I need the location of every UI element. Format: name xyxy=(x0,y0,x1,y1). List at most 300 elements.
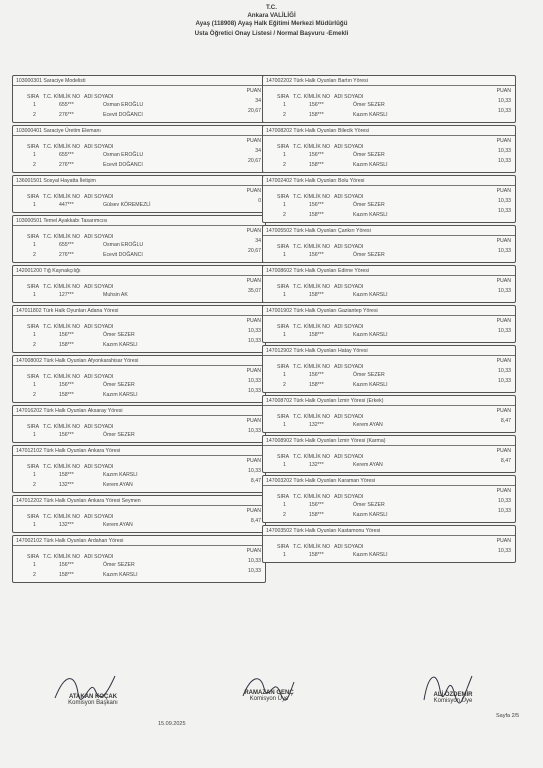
puan-header: PUAN xyxy=(246,418,261,424)
course-box xyxy=(12,125,266,173)
row-tc-no: 158*** xyxy=(309,382,324,388)
sira-header: SIRA xyxy=(277,324,290,330)
puan-header: PUAN xyxy=(496,318,511,324)
row-sira: 1 xyxy=(33,472,36,478)
row-tc-no: 156*** xyxy=(59,332,74,338)
row-puan: 10,33 xyxy=(498,98,511,104)
name-header: ADI SOYADI xyxy=(84,194,114,200)
row-sira: 1 xyxy=(283,332,286,338)
row-tc-no: 156*** xyxy=(309,152,324,158)
tc-header: T.C. KİMLİK NO xyxy=(43,324,81,330)
column-headers xyxy=(277,494,363,500)
sira-header: SIRA xyxy=(277,494,290,500)
name-header: ADI SOYADI xyxy=(84,464,114,470)
sira-header: SIRA xyxy=(277,364,290,370)
row-puan: 10,33 xyxy=(498,198,511,204)
row-name: Kerem AYAN xyxy=(353,422,383,428)
course-title: 103000301 Saraciye Modelisti xyxy=(13,76,265,86)
name-header: ADI SOYADI xyxy=(84,424,114,430)
row-puan: 20,67 xyxy=(248,158,261,164)
course-box xyxy=(262,265,516,303)
row-name: Gülsev KÖREMEZLİ xyxy=(103,202,151,208)
row-puan: 10,33 xyxy=(248,328,261,334)
puan-header: PUAN xyxy=(246,278,261,284)
signer-role: Komisyon Başkanı xyxy=(68,700,118,706)
row-name: Kazım KARSLI xyxy=(103,392,138,398)
course-title: 147012102 Türk Halk Oyunları Ankara Yöresi xyxy=(13,446,265,456)
row-tc-no: 158*** xyxy=(309,332,324,338)
sira-header: SIRA xyxy=(277,414,290,420)
name-header: ADI SOYADI xyxy=(334,494,364,500)
row-tc-no: 156*** xyxy=(59,562,74,568)
row-sira: 1 xyxy=(283,252,286,258)
row-name: Kerem AYAN xyxy=(103,482,133,488)
course-title: 136001501 Sosyal Hayatta İletişim xyxy=(13,176,265,186)
row-name: Kazım KARSLI xyxy=(353,512,388,518)
row-sira: 1 xyxy=(33,432,36,438)
puan-header: PUAN xyxy=(246,88,261,94)
left-column xyxy=(12,75,266,585)
row-sira: 1 xyxy=(283,152,286,158)
course-box xyxy=(12,405,266,443)
signature-block-member-1 xyxy=(224,690,314,702)
row-name: Ömer SEZER xyxy=(353,372,385,378)
puan-header: PUAN xyxy=(246,458,261,464)
row-tc-no: 156*** xyxy=(59,382,74,388)
name-header: ADI SOYADI xyxy=(334,454,364,460)
course-title: 147008902 Türk Halk Oyunları İzmir Yöresi (Karma) xyxy=(263,436,515,446)
row-puan: 10,33 xyxy=(248,428,261,434)
tc-header: T.C. KİMLİK NO xyxy=(293,144,331,150)
puan-header: PUAN xyxy=(496,188,511,194)
column-headers xyxy=(27,514,113,520)
row-name: Ömer SEZER xyxy=(353,202,385,208)
row-tc-no: 127*** xyxy=(59,292,74,298)
row-sira: 1 xyxy=(283,552,286,558)
course-title: 147008602 Türk Halk Oyunları Edirne Yöresi xyxy=(263,266,515,276)
sira-header: SIRA xyxy=(277,94,290,100)
column-headers xyxy=(27,284,113,290)
row-name: Kazım KARSLI xyxy=(353,382,388,388)
tc-header: T.C. KİMLİK NO xyxy=(43,234,81,240)
puan-header: PUAN xyxy=(246,138,261,144)
sira-header: SIRA xyxy=(27,194,40,200)
row-puan: 20,67 xyxy=(248,248,261,254)
column-headers xyxy=(27,424,113,430)
row-puan: 10,33 xyxy=(498,508,511,514)
course-box xyxy=(12,175,266,213)
tc-header: T.C. KİMLİK NO xyxy=(43,464,81,470)
row-puan: 34 xyxy=(255,98,261,104)
puan-header: PUAN xyxy=(246,548,261,554)
row-tc-no: 156*** xyxy=(309,372,324,378)
column-headers xyxy=(277,324,363,330)
tc-header: T.C. KİMLİK NO xyxy=(293,454,331,460)
puan-header: PUAN xyxy=(246,508,261,514)
row-puan: 10,33 xyxy=(498,288,511,294)
row-puan: 10,33 xyxy=(498,158,511,164)
row-tc-no: 276*** xyxy=(59,162,74,168)
name-header: ADI SOYADI xyxy=(334,414,364,420)
tc-header: T.C. KİMLİK NO xyxy=(293,544,331,550)
row-sira: 2 xyxy=(283,212,286,218)
row-puan: 10,33 xyxy=(498,548,511,554)
puan-header: PUAN xyxy=(496,358,511,364)
row-puan: 8,47 xyxy=(500,458,511,464)
sira-header: SIRA xyxy=(277,194,290,200)
row-puan: 10,33 xyxy=(498,378,511,384)
header-line-4: Usta Öğretici Onay Listesi / Normal Başvuru -Emekli xyxy=(194,30,349,37)
name-header: ADI SOYADI xyxy=(84,144,114,150)
course-box xyxy=(12,495,266,533)
row-tc-no: 158*** xyxy=(59,342,74,348)
column-headers xyxy=(27,374,113,380)
row-puan: 10,33 xyxy=(248,558,261,564)
row-name: Ecevit DOĞANCI xyxy=(103,162,143,168)
course-title: 103000401 Saraciye Üretim Elemanı xyxy=(13,126,265,136)
row-tc-no: 447*** xyxy=(59,202,74,208)
row-sira: 1 xyxy=(33,332,36,338)
row-name: Kazım KARSLI xyxy=(353,552,388,558)
row-sira: 1 xyxy=(283,422,286,428)
row-name: Kerem AYAN xyxy=(353,462,383,468)
row-sira: 1 xyxy=(33,102,36,108)
row-name: Ömer SEZER xyxy=(353,502,385,508)
row-puan: 8,47 xyxy=(500,418,511,424)
course-box xyxy=(12,215,266,263)
puan-header: PUAN xyxy=(246,318,261,324)
puan-header: PUAN xyxy=(496,488,511,494)
right-column xyxy=(262,75,516,565)
sira-header: SIRA xyxy=(27,464,40,470)
row-puan: 34 xyxy=(255,148,261,154)
course-box xyxy=(12,535,266,583)
course-title: 103000501 Temel Ayakkabı Tasarımcısı xyxy=(13,216,265,226)
row-puan: 10,33 xyxy=(498,208,511,214)
course-title: 147002202 Türk Halk Oyunları Bartın Yöresi xyxy=(263,76,515,86)
puan-header: PUAN xyxy=(246,368,261,374)
row-sira: 2 xyxy=(33,252,36,258)
row-sira: 1 xyxy=(283,372,286,378)
row-tc-no: 655*** xyxy=(59,152,74,158)
course-title: 147001902 Türk Halk Oyunları Gaziantep Yöresi xyxy=(263,306,515,316)
tc-header: T.C. KİMLİK NO xyxy=(43,514,81,520)
column-headers xyxy=(277,194,363,200)
course-box xyxy=(12,305,266,353)
signer-role: Komisyon Üye xyxy=(249,696,289,702)
course-title: 147008702 Türk Halk Oyunları İzmir Yöresi (Erkek) xyxy=(263,396,515,406)
tc-header: T.C. KİMLİK NO xyxy=(43,424,81,430)
sira-header: SIRA xyxy=(277,454,290,460)
column-headers xyxy=(277,454,363,460)
row-sira: 1 xyxy=(33,242,36,248)
name-header: ADI SOYADI xyxy=(334,244,364,250)
column-headers xyxy=(277,94,363,100)
course-title: 147012202 Türk Halk Oyunları Ankara Yöresi Seymen xyxy=(13,496,265,506)
signer-name: ATAKAN KOÇAK xyxy=(68,694,118,700)
row-sira: 1 xyxy=(283,202,286,208)
row-name: Osman EROĞLU xyxy=(103,102,144,108)
row-puan: 10,33 xyxy=(498,498,511,504)
puan-header: PUAN xyxy=(246,188,261,194)
row-sira: 1 xyxy=(283,502,286,508)
signer-name: ALİ ÖZDEMİR xyxy=(433,692,473,698)
row-tc-no: 158*** xyxy=(309,112,324,118)
name-header: ADI SOYADI xyxy=(84,94,114,100)
row-sira: 1 xyxy=(33,202,36,208)
row-tc-no: 132*** xyxy=(309,462,324,468)
name-header: ADI SOYADI xyxy=(84,324,114,330)
footer-date: 15.09.2025 xyxy=(158,721,186,727)
row-name: Ecevit DOĞANCI xyxy=(103,252,143,258)
sira-header: SIRA xyxy=(27,374,40,380)
row-name: Kazım KARSLI xyxy=(353,212,388,218)
name-header: ADI SOYADI xyxy=(84,554,114,560)
header-line-3: Ayaş (118908) Ayaş Halk Eğitimi Merkezi Müdürlüğü xyxy=(195,20,348,27)
tc-header: T.C. KİMLİK NO xyxy=(43,94,81,100)
row-name: Osman EROĞLU xyxy=(103,242,144,248)
row-puan: 10,33 xyxy=(248,568,261,574)
row-tc-no: 158*** xyxy=(309,162,324,168)
sira-header: SIRA xyxy=(27,554,40,560)
row-name: Kazım KARSLI xyxy=(353,162,388,168)
sira-header: SIRA xyxy=(277,144,290,150)
row-name: Ömer SEZER xyxy=(103,382,135,388)
column-headers xyxy=(277,284,363,290)
row-puan: 10,33 xyxy=(248,468,261,474)
tc-header: T.C. KİMLİK NO xyxy=(43,554,81,560)
sira-header: SIRA xyxy=(27,94,40,100)
column-headers xyxy=(27,554,113,560)
tc-header: T.C. KİMLİK NO xyxy=(43,284,81,290)
course-box xyxy=(262,475,516,523)
signature-block-chair xyxy=(48,694,138,706)
puan-header: PUAN xyxy=(496,138,511,144)
row-puan: 0 xyxy=(258,198,261,204)
row-sira: 1 xyxy=(283,102,286,108)
row-sira: 1 xyxy=(33,562,36,568)
row-puan: 10,33 xyxy=(498,368,511,374)
tc-header: T.C. KİMLİK NO xyxy=(293,364,331,370)
row-tc-no: 158*** xyxy=(309,552,324,558)
tc-header: T.C. KİMLİK NO xyxy=(293,324,331,330)
course-box xyxy=(262,225,516,263)
row-name: Ömer SEZER xyxy=(353,252,385,258)
row-puan: 10,33 xyxy=(498,248,511,254)
signer-role: Komisyon Üye xyxy=(433,698,473,704)
row-name: Ömer SEZER xyxy=(103,432,135,438)
sira-header: SIRA xyxy=(27,234,40,240)
row-sira: 2 xyxy=(283,382,286,388)
row-sira: 2 xyxy=(33,112,36,118)
name-header: ADI SOYADI xyxy=(84,514,114,520)
name-header: ADI SOYADI xyxy=(334,194,364,200)
row-puan: 20,67 xyxy=(248,108,261,114)
name-header: ADI SOYADI xyxy=(334,324,364,330)
row-puan: 8,47 xyxy=(250,518,261,524)
row-sira: 2 xyxy=(283,512,286,518)
row-name: Ömer SEZER xyxy=(103,332,135,338)
row-tc-no: 156*** xyxy=(59,432,74,438)
sira-header: SIRA xyxy=(277,244,290,250)
course-title: 147008202 Türk Halk Oyunları Bilecik Yöresi xyxy=(263,126,515,136)
column-headers xyxy=(27,234,113,240)
tc-header: T.C. KİMLİK NO xyxy=(293,414,331,420)
course-title: 147012902 Türk Halk Oyunları Hatay Yöresi xyxy=(263,346,515,356)
course-box xyxy=(262,395,516,433)
column-headers xyxy=(277,244,363,250)
sira-header: SIRA xyxy=(27,144,40,150)
column-headers xyxy=(277,364,363,370)
puan-header: PUAN xyxy=(496,408,511,414)
sira-header: SIRA xyxy=(277,544,290,550)
course-box xyxy=(262,75,516,123)
row-sira: 1 xyxy=(33,522,36,528)
tc-header: T.C. KİMLİK NO xyxy=(293,94,331,100)
row-tc-no: 132*** xyxy=(59,482,74,488)
column-headers xyxy=(277,414,363,420)
row-name: Kazım KARSLI xyxy=(103,572,138,578)
course-box xyxy=(262,345,516,393)
row-tc-no: 158*** xyxy=(59,472,74,478)
row-tc-no: 158*** xyxy=(309,512,324,518)
course-title: 147011802 Türk Halk Oyunları Adana Yöresi xyxy=(13,306,265,316)
name-header: ADI SOYADI xyxy=(84,284,114,290)
puan-header: PUAN xyxy=(496,448,511,454)
row-puan: 10,33 xyxy=(498,328,511,334)
name-header: ADI SOYADI xyxy=(334,364,364,370)
row-name: Kazım KARSLI xyxy=(353,292,388,298)
row-name: Kazım KARSLI xyxy=(353,332,388,338)
puan-header: PUAN xyxy=(496,88,511,94)
row-tc-no: 132*** xyxy=(309,422,324,428)
column-headers xyxy=(27,324,113,330)
row-tc-no: 156*** xyxy=(309,102,324,108)
row-name: Ömer SEZER xyxy=(353,102,385,108)
row-name: Kazım KARSLI xyxy=(353,112,388,118)
row-name: Kazım KARSLI xyxy=(103,472,138,478)
column-headers xyxy=(277,544,363,550)
row-tc-no: 158*** xyxy=(309,292,324,298)
footer-page-number: Sayfa 2/5 xyxy=(496,713,520,719)
course-box xyxy=(12,445,266,493)
row-puan: 10,33 xyxy=(248,388,261,394)
row-tc-no: 156*** xyxy=(309,502,324,508)
column-headers xyxy=(27,94,113,100)
course-box xyxy=(262,435,516,473)
puan-header: PUAN xyxy=(496,278,511,284)
row-sira: 1 xyxy=(33,152,36,158)
course-box xyxy=(12,265,266,303)
row-name: Ecevit DOĞANCI xyxy=(103,112,143,118)
row-name: Kerem AYAN xyxy=(103,522,133,528)
tc-header: T.C. KİMLİK NO xyxy=(293,194,331,200)
row-tc-no: 158*** xyxy=(309,212,324,218)
row-sira: 2 xyxy=(33,392,36,398)
course-box xyxy=(262,305,516,343)
row-tc-no: 276*** xyxy=(59,252,74,258)
tc-header: T.C. KİMLİK NO xyxy=(293,494,331,500)
course-title: 147003502 Türk Halk Oyunları Kastamonu Yöresi xyxy=(263,526,515,536)
tc-header: T.C. KİMLİK NO xyxy=(43,194,81,200)
row-sira: 2 xyxy=(33,162,36,168)
column-headers xyxy=(27,464,113,470)
course-title: 147005502 Türk Halk Oyunları Çankırı Yöresi xyxy=(263,226,515,236)
row-tc-no: 156*** xyxy=(309,252,324,258)
signer-name: RAMAZAN GENÇ xyxy=(244,690,294,696)
header-line-2: Ankara VALİLİĞİ xyxy=(247,12,296,19)
row-sira: 1 xyxy=(33,292,36,298)
course-title: 147016202 Türk Halk Oyunları Aksaray Yöresi xyxy=(13,406,265,416)
row-sira: 2 xyxy=(283,112,286,118)
course-box xyxy=(12,355,266,403)
sira-header: SIRA xyxy=(277,284,290,290)
column-headers xyxy=(27,144,113,150)
puan-header: PUAN xyxy=(496,238,511,244)
course-box xyxy=(12,75,266,123)
puan-header: PUAN xyxy=(496,538,511,544)
sira-header: SIRA xyxy=(27,324,40,330)
course-title: 147002402 Türk Halk Oyunları Bolu Yöresi xyxy=(263,176,515,186)
course-box xyxy=(262,125,516,173)
course-title: 147008002 Türk Halk Oyunları Afyonkarahisar Yöresi xyxy=(13,356,265,366)
row-puan: 34 xyxy=(255,238,261,244)
row-name: Kazım KARSLI xyxy=(103,342,138,348)
name-header: ADI SOYADI xyxy=(334,544,364,550)
row-sira: 2 xyxy=(33,482,36,488)
name-header: ADI SOYADI xyxy=(84,374,114,380)
row-puan: 35,07 xyxy=(248,288,261,294)
row-name: Osman EROĞLU xyxy=(103,152,144,158)
name-header: ADI SOYADI xyxy=(84,234,114,240)
name-header: ADI SOYADI xyxy=(334,144,364,150)
signature-block-member-2 xyxy=(408,692,498,704)
row-puan: 10,33 xyxy=(248,338,261,344)
row-sira: 1 xyxy=(33,382,36,388)
row-sira: 2 xyxy=(33,342,36,348)
row-name: Ömer SEZER xyxy=(353,152,385,158)
header-line-1: T.C. xyxy=(266,4,277,11)
row-tc-no: 158*** xyxy=(59,392,74,398)
row-tc-no: 156*** xyxy=(309,202,324,208)
row-name: Ömer SEZER xyxy=(103,562,135,568)
name-header: ADI SOYADI xyxy=(334,94,364,100)
row-puan: 10,33 xyxy=(498,148,511,154)
course-title: 142001200 Tığ Kaynakçılığı xyxy=(13,266,265,276)
tc-header: T.C. KİMLİK NO xyxy=(293,244,331,250)
column-headers xyxy=(277,144,363,150)
column-headers xyxy=(27,194,113,200)
row-sira: 1 xyxy=(283,292,286,298)
sira-header: SIRA xyxy=(27,514,40,520)
tc-header: T.C. KİMLİK NO xyxy=(43,144,81,150)
row-tc-no: 158*** xyxy=(59,572,74,578)
row-sira: 1 xyxy=(283,462,286,468)
row-tc-no: 132*** xyxy=(59,522,74,528)
sira-header: SIRA xyxy=(27,284,40,290)
row-puan: 8,47 xyxy=(250,478,261,484)
row-tc-no: 655*** xyxy=(59,242,74,248)
row-puan: 10,33 xyxy=(498,108,511,114)
course-title: 147002102 Türk Halk Oyunları Ardahan Yöresi xyxy=(13,536,265,546)
row-sira: 2 xyxy=(33,572,36,578)
course-box xyxy=(262,525,516,563)
course-title: 147003202 Türk Halk Oyunları Karaman Yöresi xyxy=(263,476,515,486)
tc-header: T.C. KİMLİK NO xyxy=(293,284,331,290)
name-header: ADI SOYADI xyxy=(334,284,364,290)
tc-header: T.C. KİMLİK NO xyxy=(43,374,81,380)
row-tc-no: 276*** xyxy=(59,112,74,118)
